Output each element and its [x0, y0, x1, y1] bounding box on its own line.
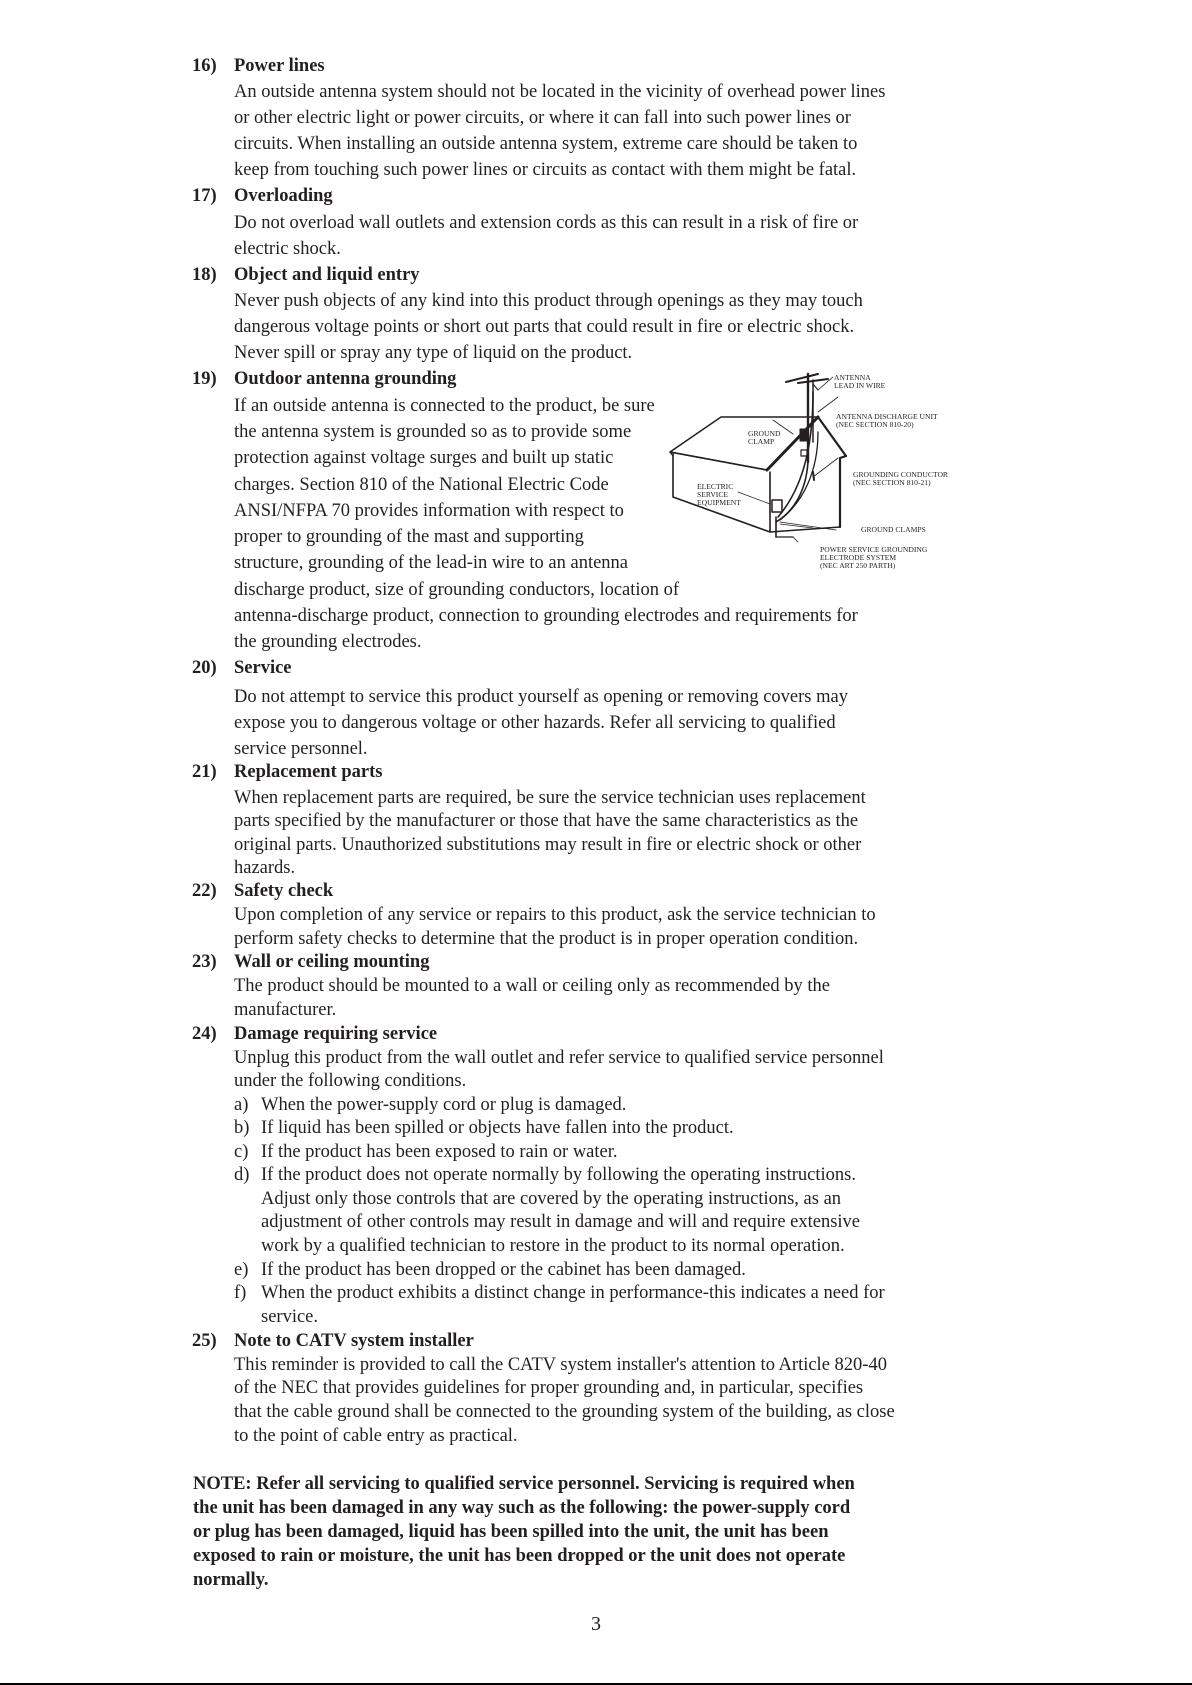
section-title: Service — [234, 658, 292, 678]
section-title: Safety check — [234, 881, 334, 901]
section-number: 19) — [192, 369, 217, 389]
body-line: This reminder is provided to call the CATV system installer's attention to Article 820-40 — [234, 1355, 887, 1375]
condition-text: If the product does not operate normally by following the operating instructions. — [261, 1165, 856, 1185]
body-line: Do not overload wall outlets and extension cords as this can result in a risk of fire or — [234, 213, 859, 233]
section-title: Overloading — [234, 186, 333, 206]
condition-letter: d) — [234, 1165, 250, 1185]
condition-text: Adjust only those controls that are covered by the operating instructions, as an — [261, 1189, 842, 1209]
body-line: perform safety checks to determine that the product is in proper operation condition. — [234, 929, 859, 949]
body-line: protection against voltage surges and built up static — [234, 448, 614, 468]
label-electric: ELECTRIC — [697, 482, 734, 491]
body-line: the grounding electrodes. — [234, 632, 422, 652]
label-power-service-grounding: POWER SERVICE GROUNDING — [820, 545, 928, 554]
condition-text: If the product has been exposed to rain or water. — [261, 1142, 618, 1162]
section-title: Outdoor antenna grounding — [234, 369, 457, 389]
body-line: keep from touching such power lines or circuits as contact with them might be fatal. — [234, 160, 857, 180]
section-number: 18) — [192, 265, 217, 285]
section-number: 25) — [192, 1331, 217, 1351]
body-line: Unplug this product from the wall outlet and refer service to qualified service personnel — [234, 1048, 884, 1068]
section-number: 20) — [192, 658, 217, 678]
condition-text: work by a qualified technician to restore in the product to its normal operation. — [261, 1236, 845, 1256]
condition-letter: f) — [234, 1283, 247, 1303]
body-line: to the point of cable entry as practical. — [234, 1426, 518, 1446]
section-number: 22) — [192, 881, 217, 901]
section-number: 21) — [192, 762, 217, 782]
condition-text: adjustment of other controls may result in damage and will and require extensive — [261, 1212, 861, 1232]
condition-letter: a) — [234, 1095, 249, 1115]
note-line: or plug has been damaged, liquid has been spilled into the unit, the unit has been — [193, 1522, 829, 1542]
condition-letter: b) — [234, 1118, 250, 1138]
label-grounding-conductor: GROUNDING CONDUCTOR — [853, 470, 948, 479]
body-line: The product should be mounted to a wall or ceiling only as recommended by the — [234, 976, 830, 996]
body-line: expose you to dangerous voltage or other hazards. Refer all servicing to qualified — [234, 713, 836, 733]
section-title: Wall or ceiling mounting — [234, 952, 430, 972]
body-line: electric shock. — [234, 239, 341, 259]
condition-text: service. — [261, 1307, 319, 1327]
condition-text: If the product has been dropped or the cabinet has been damaged. — [261, 1260, 746, 1280]
electric-service-box-icon — [772, 500, 782, 512]
body-line: Never push objects of any kind into this product through openings as they may touch — [234, 291, 863, 311]
label-lead-in-wire: LEAD IN WIRE — [834, 381, 886, 390]
note-line: the unit has been damaged in any way such as the following: the power-supply cord — [193, 1498, 851, 1518]
body-line: ANSI/NFPA 70 provides information with respect to — [234, 501, 624, 521]
body-line: antenna-discharge product, connection to grounding electrodes and requirements for — [234, 606, 858, 626]
section-number: 24) — [192, 1024, 217, 1044]
label-service: SERVICE — [697, 490, 729, 499]
page-number: 3 — [591, 1613, 601, 1635]
condition-text: When the product exhibits a distinct change in performance-this indicates a need for — [261, 1283, 885, 1303]
section-title: Power lines — [234, 56, 325, 76]
section-title: Damage requiring service — [234, 1024, 438, 1044]
label-nec-810-20: (NEC SECTION 810-20) — [836, 420, 914, 429]
body-line: circuits. When installing an outside antenna system, extreme care should be taken to — [234, 134, 858, 154]
label-electrode-system: ELECTRODE SYSTEM — [820, 553, 897, 562]
condition-letter: e) — [234, 1260, 249, 1280]
antenna-grounding-diagram — [668, 372, 968, 582]
note-line: normally. — [193, 1570, 269, 1590]
label-antenna: ANTENNA — [834, 373, 871, 382]
body-line: structure, grounding of the lead-in wire to an antenna — [234, 553, 629, 573]
body-line: When replacement parts are required, be sure the service technician uses replacement — [234, 788, 866, 808]
body-line: original parts. Unauthorized substitutions may result in fire or electric shock or other — [234, 835, 862, 855]
note-line: exposed to rain or moisture, the unit has been dropped or the unit does not operate — [193, 1546, 846, 1566]
section-number: 23) — [192, 952, 217, 972]
condition-text: When the power-supply cord or plug is damaged. — [261, 1095, 627, 1115]
discharge-unit-icon — [800, 429, 808, 441]
body-line: proper to grounding of the mast and supporting — [234, 527, 584, 547]
condition-letter: c) — [234, 1142, 249, 1162]
body-line: of the NEC that provides guidelines for proper grounding and, in particular, specifies — [234, 1378, 864, 1398]
body-line: parts specified by the manufacturer or those that have the same characteristics as the — [234, 811, 859, 831]
section-title: Replacement parts — [234, 762, 383, 782]
section-number: 17) — [192, 186, 217, 206]
body-line: the antenna system is grounded so as to provide some — [234, 422, 632, 442]
section-title: Object and liquid entry — [234, 265, 420, 285]
section-number: 16) — [192, 56, 217, 76]
condition-text: If liquid has been spilled or objects have fallen into the product. — [261, 1118, 734, 1138]
body-line: An outside antenna system should not be located in the vicinity of overhead power lines — [234, 82, 886, 102]
body-line: manufacturer. — [234, 1000, 337, 1020]
body-line: that the cable ground shall be connected to the grounding system of the building, as close — [234, 1402, 895, 1422]
body-line: dangerous voltage points or short out parts that could result in fire or electric shock. — [234, 317, 855, 337]
label-nec-810-21: (NEC SECTION 810-21) — [853, 478, 931, 487]
body-line: charges. Section 810 of the National Electric Code — [234, 475, 609, 495]
body-line: Never spill or spray any type of liquid on the product. — [234, 343, 633, 363]
label-ground: GROUND — [748, 429, 781, 438]
label-equipment: EQUIPMENT — [697, 498, 741, 507]
body-line: Do not attempt to service this product yourself as opening or removing covers may — [234, 687, 848, 707]
label-clamp: CLAMP — [748, 437, 775, 446]
label-antenna-discharge-unit: ANTENNA DISCHARGE UNIT — [836, 412, 938, 421]
note-line: NOTE: Refer all servicing to qualified service personnel. Servicing is required when — [193, 1474, 855, 1494]
section-title: Note to CATV system installer — [234, 1331, 474, 1351]
label-ground-clamps: GROUND CLAMPS — [861, 525, 926, 534]
body-line: discharge product, size of grounding conductors, location of — [234, 580, 680, 600]
body-line: service personnel. — [234, 739, 368, 759]
label-nec-art-250: (NEC ART 250 PARTH) — [820, 561, 896, 570]
body-line: under the following conditions. — [234, 1071, 467, 1091]
body-line: hazards. — [234, 858, 296, 878]
body-line: Upon completion of any service or repairs to this product, ask the service technician to — [234, 905, 876, 925]
body-line: or other electric light or power circuits, or where it can fall into such power lines or — [234, 108, 851, 128]
body-line: If an outside antenna is connected to the product, be sure — [234, 396, 655, 416]
